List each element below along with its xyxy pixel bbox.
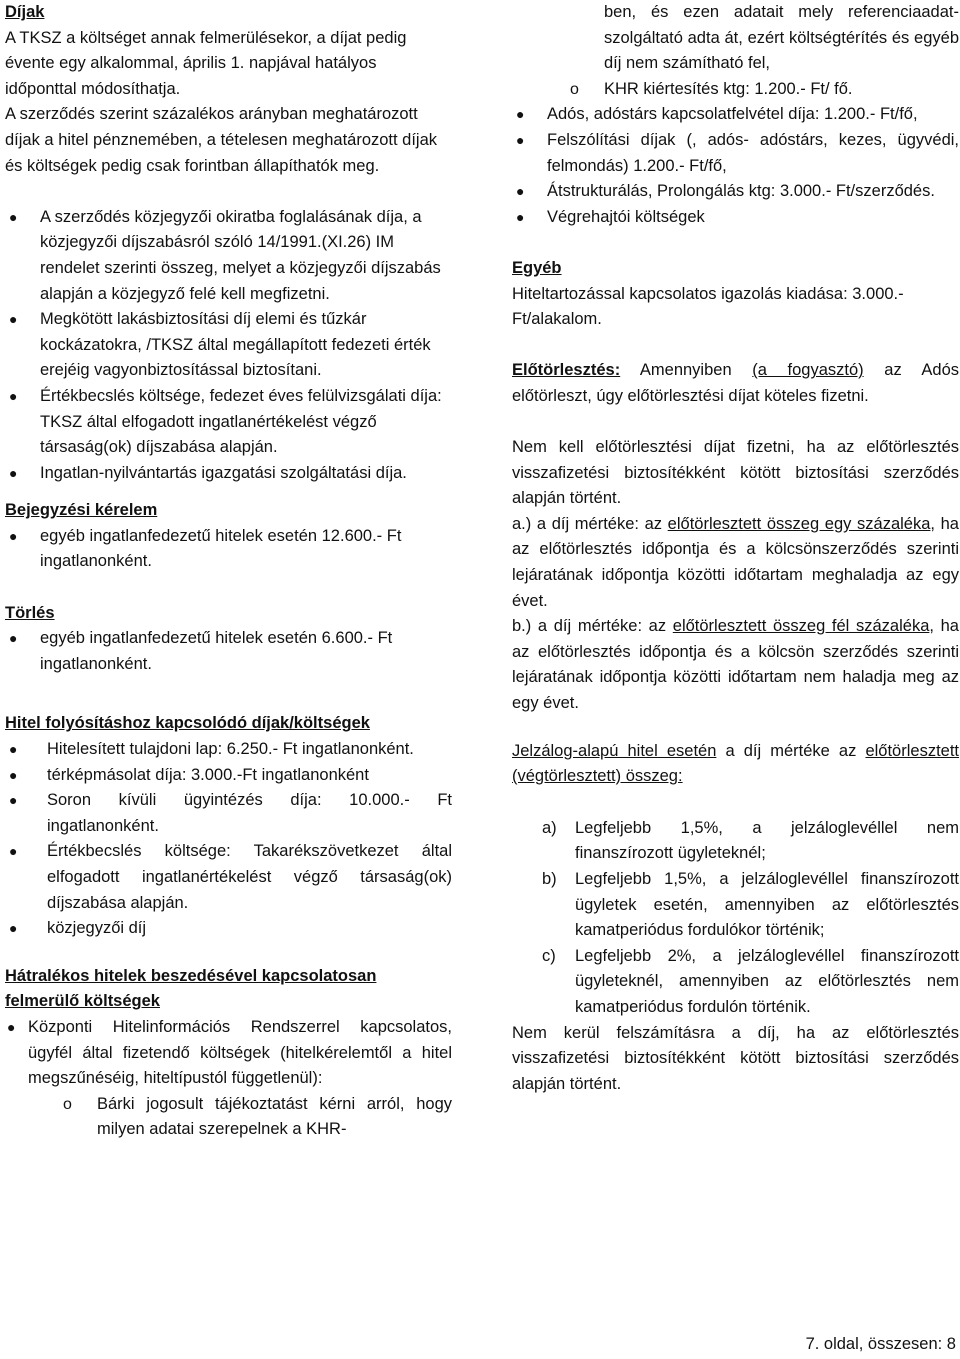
- khr-sub-list: [512, 77, 959, 103]
- circle-bullet-icon: o: [570, 80, 579, 98]
- jelzalog-rate-list: [512, 816, 959, 1021]
- folyositas-heading: Hitel folyósításhoz kapcsolódó díjak/költségek: [5, 714, 370, 733]
- bullet-icon: ●: [9, 920, 18, 937]
- item-label: b): [542, 870, 557, 888]
- elotorlesztes-label: Előtörlesztés:: [512, 361, 621, 380]
- cost-bullet-item: ● Végrehajtói költségek: [512, 205, 959, 231]
- bullet-icon: ●: [9, 741, 18, 758]
- hatralek-item: ● Központi Hitelinformációs Rendszerrel kapcsolatos, ügyfél által fizetendő költségek (hitelkérelemtől a hitel megszűnéséig, hiteltípustól függetlenül):: [5, 1015, 452, 1092]
- item-label: c): [542, 946, 556, 965]
- bullet-icon: ●: [9, 792, 18, 809]
- bullet-icon: ●: [9, 387, 18, 404]
- cost-bullet-item: ● Átstrukturálás, Prolongálás ktg: 3.000.- Ft/szerződés.: [512, 179, 959, 205]
- dijak-heading: Díjak: [5, 3, 45, 21]
- bullet-icon: ●: [9, 208, 18, 225]
- bejegyzes-item: ● egyéb ingatlanfedezetű hitelek esetén 12.600.- Ft ingatlanonként.: [5, 524, 452, 575]
- bullet-icon: ●: [9, 630, 18, 647]
- dijak-paragraph-2: A szerződés szerint százalékos arányban meghatározott díjak a hitel pénznemében, a tételesen meghatározott díjak és költségek pedig csak forintban állapíthatók meg.: [5, 105, 438, 175]
- folyositas-item: ● térképmásolat díja: 3.000.-Ft ingatlanonként: [5, 763, 452, 789]
- item-label: a): [542, 818, 557, 837]
- hatralek-list: [5, 1015, 452, 1092]
- fee-bullet-item: ● Megkötött lakásbiztosítási díj elemi és tűzkár kockázatokra, /TKSZ által megállapított fedezeti érték erejéig vagyonbiztosítással biztosítani.: [5, 307, 452, 384]
- bullet-icon: ●: [516, 183, 525, 200]
- egyeb-text: Hiteltartozással kapcsolatos igazolás kiadása: 3.000.- Ft/alakalom.: [512, 284, 904, 329]
- bejegyzes-list: [5, 524, 452, 575]
- folyositas-list: [5, 737, 452, 942]
- folyositas-item: ● Értékbecslés költsége: Takarékszövetkezet által elfogadott ingatlanértékelést végző társaság(ok) díjszabása alapján.: [5, 839, 452, 916]
- bullet-icon: ●: [9, 311, 18, 328]
- fee-bullet-item: ● A szerződés közjegyzői okiratba foglalásának díja, a közjegyzői díjszabásról szóló 14/1991.(XI.26) IM rendelet szerinti összeg, melyet a közjegyzői díjszabás alapján a közjegyző felé kell megfizetni.: [5, 205, 452, 307]
- hatralek-sub-list: [5, 1092, 452, 1143]
- bullet-icon: ●: [516, 208, 525, 225]
- bullet-icon: ●: [516, 131, 525, 148]
- folyositas-item: ● közjegyzői díj: [5, 916, 452, 942]
- cost-bullet-item: ● Felszólítási díjak (, adós- adóstárs, kezes, ügyvédi, felmondás) 1.200.- Ft/fő,: [512, 128, 959, 179]
- cost-bullet-item: ● Adós, adóstárs kapcsolatfelvétel díja: 1.200.- Ft/fő,: [512, 102, 959, 128]
- dijak-paragraph-1: A TKSZ a költséget annak felmerülésekor, a díjat pedig évente egy alkalommal, április 1. napjával hatályos időponttal módosíthatja.: [5, 28, 407, 98]
- jelzalog-paragraph: Jelzálog-alapú hitel esetén a díj mértéke az előtörlesztett (végtörlesztett) összeg:: [512, 741, 959, 786]
- right-column: [512, 0, 959, 1097]
- jelzalog-rate-item: c) Legfeljebb 2%, a jelzáloglevéllel finanszírozott ügyleteknél, amennyiben az előtörlesztés nem kamatperiódus fordulón történik.: [512, 944, 959, 1021]
- jelzalog-rate-item: a) Legfeljebb 1,5%, a jelzáloglevéllel nem finanszírozott ügyleteknél;: [512, 816, 959, 867]
- jelzalog-rate-item: b) Legfeljebb 1,5%, a jelzáloglevéllel finanszírozott ügyletek esetén, amennyiben az előtörlesztés kamatperiódus fordulókor történik;: [512, 867, 959, 944]
- torles-list: [5, 626, 452, 677]
- nem-kerul-paragraph: Nem kerül felszámításra a díj, ha az előtörlesztés visszafizetési biztosítékként kötött biztosítási szerződés alapján történt.: [512, 1023, 959, 1093]
- left-column: [5, 0, 452, 1143]
- hatralek-heading: Hátralékos hitelek beszedésével kapcsolatosan felmerülő költségek: [5, 966, 377, 1011]
- bullet-icon: ●: [9, 843, 18, 860]
- rate-b-paragraph: b.) a díj mértéke: az előtörlesztett összeg fél százaléka, ha az előtörlesztés időpontja és a kölcsön szerződés szerinti lejáratának időpontja közötti időtartam nem haladja meg az egy évet.: [512, 617, 959, 713]
- fee-bullet-list: [5, 205, 452, 487]
- circle-bullet-icon: o: [63, 1095, 72, 1113]
- cost-bullet-list: [512, 102, 959, 230]
- bullet-icon: ●: [9, 527, 18, 544]
- egyeb-heading: Egyéb: [512, 258, 562, 277]
- fee-bullet-item: ● Ingatlan-nyilvántartás igazgatási szolgáltatási díja.: [5, 461, 452, 487]
- bullet-icon: ●: [9, 766, 18, 783]
- torles-item: ● egyéb ingatlanfedezetű hitelek esetén 6.600.- Ft ingatlanonként.: [5, 626, 452, 677]
- bullet-icon: ●: [516, 106, 525, 123]
- rate-a-paragraph: a.) a díj mértéke: az előtörlesztett összeg egy százaléka, ha az előtörlesztés időpontja és a kölcsönszerződés szerinti lejáratának időpontja közötti időtartam meghaladja az egy évet.: [512, 514, 959, 610]
- folyositas-item: ● Soron kívüli ügyintézés díja: 10.000.- Ft ingatlanonként.: [5, 788, 452, 839]
- page-number: 7. oldal, összesen: 8: [805, 1335, 956, 1353]
- hatralek-sub-item: o Bárki jogosult tájékoztatást kérni arról, hogy milyen adatai szerepelnek a KHR-: [5, 1092, 452, 1143]
- bullet-icon: ●: [7, 1018, 16, 1035]
- bejegyzes-heading: Bejegyzési kérelem: [5, 501, 158, 520]
- khr-continuation: ben, és ezen adatait mely referenciaadat-szolgáltató adta át, ezért költségtérítés és egyéb díj nem számítható fel,: [604, 3, 959, 73]
- nem-kell-paragraph: Nem kell előtörlesztési díjat fizetni, ha az előtörlesztés visszafizetési biztosítékként kötött biztosítási szerződés alapján történt.: [512, 438, 959, 508]
- folyositas-item: ● Hitelesített tulajdoni lap: 6.250.- Ft ingatlanonként.: [5, 737, 452, 763]
- torles-heading: Törlés: [5, 603, 55, 622]
- bullet-icon: ●: [9, 464, 18, 481]
- fee-bullet-item: ● Értékbecslés költsége, fedezet éves felülvizsgálati díja: TKSZ által elfogadott ingatlanértékelést végző társaság(ok) díjszabása alapján.: [5, 384, 452, 461]
- elotorlesztes-paragraph: Előtörlesztés: Amennyiben (a fogyasztó) az Adós előtörleszt, úgy előtörlesztési díjat köteles fizetni.: [512, 361, 960, 405]
- khr-sub-item: o KHR kiértesítés ktg: 1.200.- Ft/ fő.: [512, 77, 959, 103]
